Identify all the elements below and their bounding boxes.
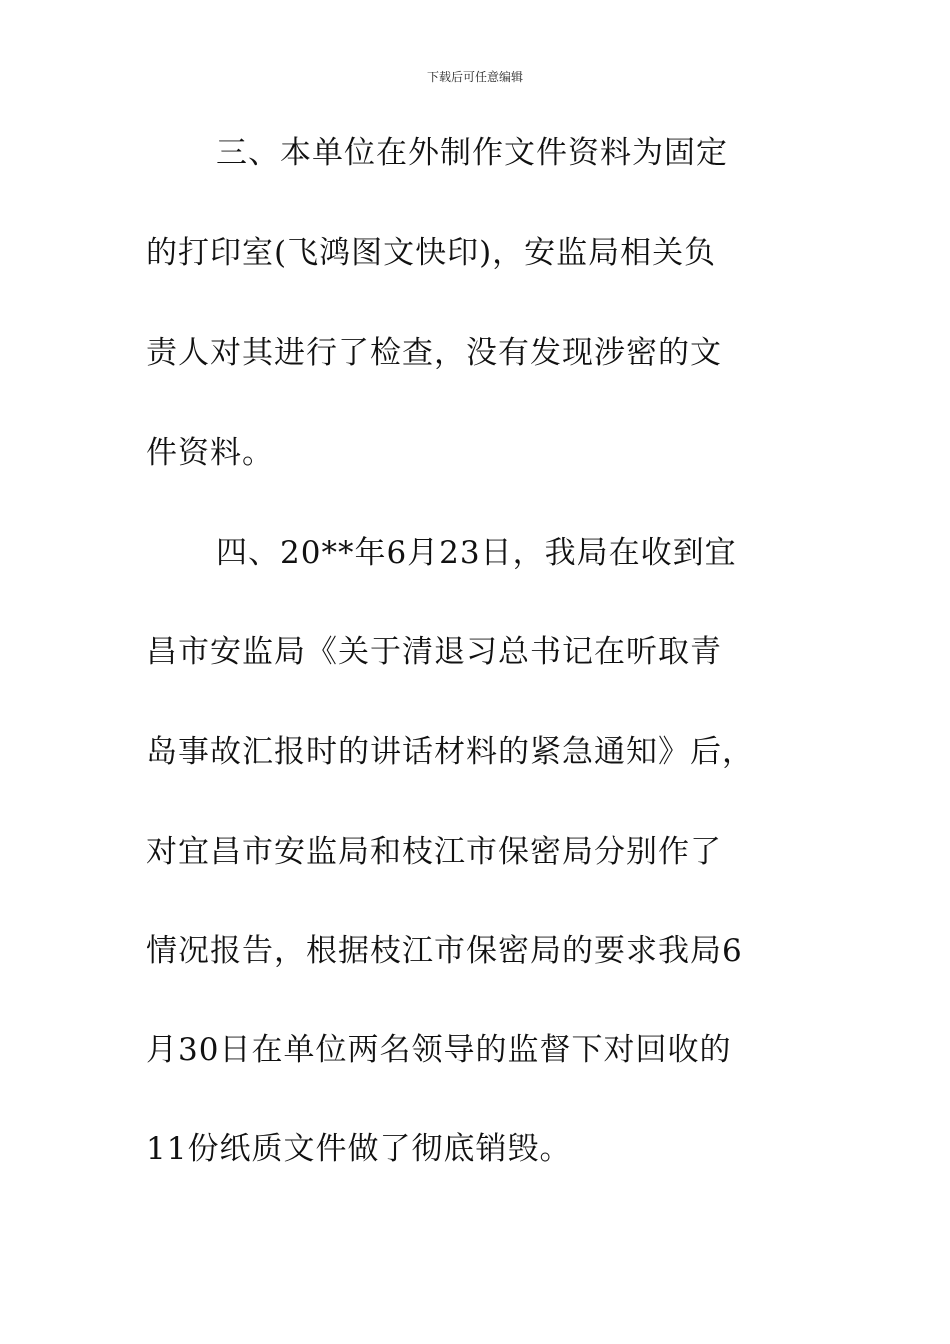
paragraph-4-line-6: 月30日在单位两名领导的监督下对回收的 [146, 1032, 732, 1068]
paragraph-4-line-5: 情况报告，根据枝江市保密局的要求我局6 [146, 933, 743, 969]
paragraph-4-line-7: 11份纸质文件做了彻底销毁。 [146, 1131, 572, 1167]
paragraph-3-line-3: 责人对其进行了检查，没有发现涉密的文 [146, 335, 722, 371]
paragraph-3-line-1: 三、本单位在外制作文件资料为固定 [216, 135, 728, 171]
paragraph-3-line-2: 的打印室(飞鸿图文快印)，安监局相关负 [146, 235, 717, 271]
header-note: 下载后可任意编辑 [426, 70, 523, 84]
paragraph-4-line-1: 四、20**年6月23日，我局在收到宜 [216, 535, 737, 571]
paragraph-4-line-2: 昌市安监局《关于清退习总书记在听取青 [146, 634, 722, 670]
paragraph-4-line-3: 岛事故汇报时的讲话材料的紧急通知》后， [146, 734, 754, 770]
paragraph-3-line-4: 件资料。 [146, 435, 274, 471]
paragraph-4-line-4: 对宜昌市安监局和枝江市保密局分别作了 [146, 834, 722, 870]
